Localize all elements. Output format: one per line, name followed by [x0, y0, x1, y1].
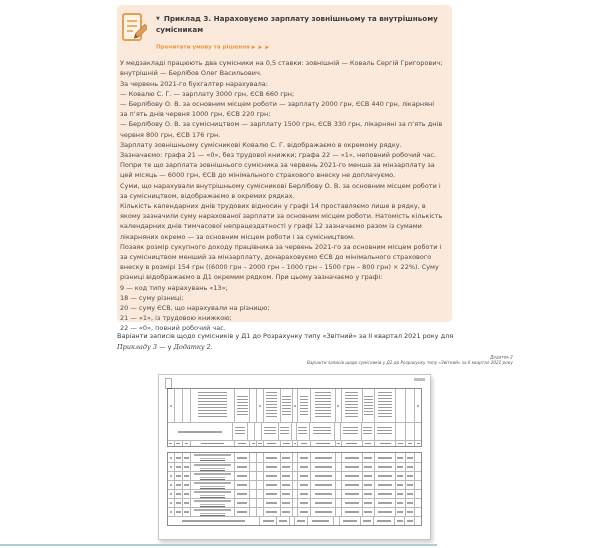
example-title: [156, 14, 444, 34]
body-paragraph: 9 — код типу нарахувань «13»;: [120, 283, 228, 292]
collapse-caret-icon[interactable]: ▼: [156, 16, 160, 22]
body-paragraph: — Берлібову О. В. за основним місцем роботи — зарплату 2000 грн, ЄСВ 440 грн, лікарняні за п’ять днів червня 1000 грн, ЄСВ 220 грн;: [120, 100, 435, 119]
body-paragraph: Зарплату зовнішньому сумісникові Ковалю С. Г. відображаємо в окремому рядку. Зазначаємо: графа 21 — «0», без трудової книжки; графа 22 — «1», неповний робочий час.: [120, 140, 436, 160]
example-body-text: [117, 56, 452, 333]
table-row: [168, 498, 421, 507]
table-row: [168, 453, 421, 462]
reference-appendix-name: Додатку 2: [173, 342, 211, 351]
appendix-caption-text: Варіанти записів щодо сумісників у Д1 до Розрахунку типу «Звітний» за ІІ квартал 2021 року: [306, 359, 513, 365]
d1-body-block: [167, 452, 422, 526]
table-row: [168, 462, 421, 471]
body-paragraph: Суми, що нарахували внутрішньому сумісникові Берлібову О. В. за основним місцем роботи і за сумісництвом, відображаємо в окремих рядках.: [120, 181, 441, 200]
example-title-text: Приклад 3. Нараховуємо зарплату зовнішньому та внутрішньому сумісникам: [156, 14, 438, 34]
body-paragraph: — Ковалю С. Г. — зарплату 3000 грн, ЄСВ 660 грн;: [120, 89, 295, 98]
reference-part: — у: [157, 342, 174, 351]
reference-part: Варіанти записів щодо сумісників у Д1 до Розрахунку типу «Звітний» за ІІ квартал 2021 року для: [117, 332, 454, 340]
table-row: [168, 516, 421, 525]
example-card-head-text: [156, 12, 444, 53]
table-row: [168, 489, 421, 498]
body-paragraph: У медзакладі працюють два сумісники на 0,5 ставки: зовнішній — Коваль Сергій Григорович; внутрішній — Берлібов Олег Васильович.: [120, 59, 443, 78]
body-paragraph: 18 — суму різниці;: [120, 293, 184, 302]
body-paragraph: Попри те що зарплата зовнішнього сумісника за червень 2021-го менша за мінзарплату за цей місяць — 6000 грн, ЄСВ до мінімального страхового внеску не доплачуємо.: [120, 161, 435, 180]
appendix-table-sheet: [158, 374, 431, 540]
table-row: [168, 471, 421, 480]
read-solution-link[interactable]: [156, 44, 270, 51]
appendix-caption: [117, 355, 513, 376]
body-paragraph: 20 — суму ЄСВ, що нарахували на різницю;: [120, 304, 270, 313]
appendix-label: Додаток 2: [490, 355, 513, 360]
memo-pencil-icon: [121, 12, 147, 42]
body-paragraph: 22 — «0», повний робочий час.: [120, 324, 226, 333]
table-row: [168, 507, 421, 516]
body-paragraph: Кількість календарних днів трудових відносин у графі 14 проставляємо лише в рядку, в якому зазначили суму нарахованої зарплати за основним місцем роботи. Натомість кількість календарних днів тимчасової непрацездатності у графі 12 зазначаємо разом із сумами лікарняних окремо — за основним місцем роботи і за сумісництвом.: [120, 202, 443, 241]
d1-header-block: [167, 388, 422, 447]
body-paragraph: — Берлібову О. В. за сумісництвом — зарплату 1500 грн, ЄСВ 330 грн, лікарняні за п’ять днів червня 800 грн, ЄСВ 176 грн.: [120, 120, 443, 139]
table-row: [168, 422, 421, 440]
table-row: [168, 480, 421, 489]
play-arrows-icon: ▶ ▶ ▶: [251, 44, 270, 50]
table-row: [168, 389, 421, 422]
body-paragraph: Позаяк розмір сукупного доходу працівника за червень 2021-го за основним місцем роботи і за сумісництвом менший за мінзарплату, донараховуємо ЄСВ до мінімального страхового внеску в розмірі 154 грн ((6000 грн – 2000 грн – 1000 грн – 1500 грн – 800 грн) × 22%). Суму різниці відображаємо в Д1 окремим рядком. При цьому зазначаємо у графі:: [120, 242, 442, 282]
body-paragraph: 21 — «1», із трудовою книжкою;: [120, 314, 232, 323]
body-paragraph: За червень 2021-го бухгалтер нарахувала:: [120, 79, 268, 88]
appendix-reference-text: [117, 331, 455, 352]
table-row: [168, 440, 421, 446]
read-solution-label: Прочитати умову та рішення: [156, 43, 250, 50]
reference-example-name: Прикладу 3: [117, 342, 158, 351]
d1-form-table: [167, 388, 422, 527]
bottom-divider: [0, 544, 437, 546]
reference-part: .: [210, 342, 213, 351]
example-card-header: [117, 5, 452, 56]
example-card: [117, 5, 452, 333]
form-corner-note: [414, 378, 425, 381]
